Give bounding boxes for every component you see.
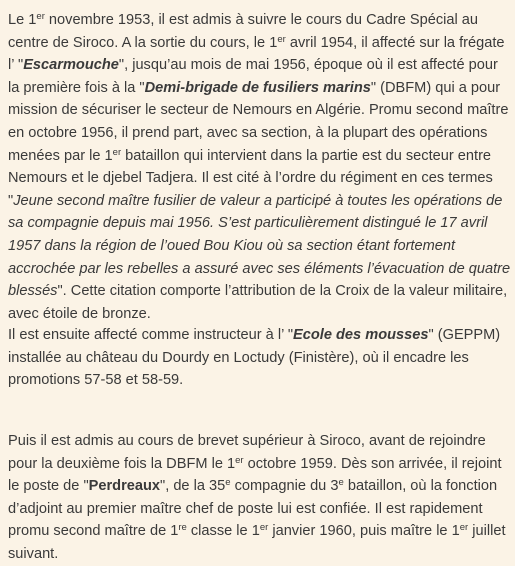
ordinal-superscript: e [338,477,344,489]
text-run: bataillon, où la fonction d’adjoint au premier maître chef de poste lui est confiée. Il est rapidement promu second maître de 1 [8,478,498,540]
text-run: " (DBFM) qui a pour mission de sécuriser le secteur de Nemours en Algérie. Promu second maître en octobre 1956, il prend part, avec sa section, à la plupart des opérations menées par le 1 [8,79,509,164]
ordinal-superscript: er [235,454,244,466]
text-run: juillet suivant. [8,523,506,562]
paragraph-escarmouche-dbfm [8,9,512,325]
text-run: ". Cette citation comporte l’attribution de la Croix de la valeur militaire, avec étoile de bronze. [8,283,508,322]
text-run: ", jusqu’au mois de mai 1956, époque où il est affecté pour la première fois à la " [8,57,498,96]
text-run: avril 1954, il affecté sur la frégate l’ " [8,34,505,74]
ordinal-superscript: er [36,11,45,22]
text-run: Il est ensuite affecté comme instructeur à l’ " [8,327,294,343]
text-run: classe le 1 [186,523,260,540]
ordinal-superscript: er [259,522,269,534]
bold-name: Perdreaux [88,478,161,495]
ordinal-superscript: er [112,146,122,158]
text-run: Puis il est admis au cours de brevet supérieur à Siroco, avant de rejoindre pour la deuxième fois la DBFM le 1 [8,433,486,472]
ordinal-superscript: e [225,477,231,489]
paragraph-perdreaux [8,430,512,566]
text-run: janvier 1960, puis maître le 1 [268,523,460,540]
text-run: novembre 1953, il est admis à suivre le cours du Cadre Spécial au centre de Siroco. A la sortie du cours, le 1 [8,12,479,51]
ordinal-superscript: er [459,522,469,534]
emphasized-name: Escarmouche [23,57,119,74]
emphasized-name: Demi-brigade de fusiliers marins [144,79,371,96]
citation-text: Jeune second maître fusilier de valeur a participé à toutes les opérations de sa compagnie depuis mai 1956. S’est particulièrement distingué le 17 avril 1957 dans la région de l’oued Bou Kiou où sa section étant fortement accrochée par les rebelles a assuré avec ses éléments l’évacuation de quatre blessés [8,192,511,300]
text-run: bataillon qui intervient dans la partie est du secteur entre Nemours et le djebel Tadjera. Il est cité à l’ordre du régiment en ces termes " [8,147,493,209]
ordinal-superscript: re [178,522,187,534]
emphasized-name: Ecole des mousses [293,327,429,343]
text-run: ", de la 35 [160,478,226,495]
ordinal-superscript: er [277,33,286,45]
text-run: Le 1 [8,12,37,28]
paragraph-ecole-des-mousses [8,324,512,392]
text-run: octobre 1959. Dès son arrivée, il rejoint le poste de " [8,455,502,495]
text-run: " (GEPPM) installée au château du Dourdy en Loctudy (Finistère), où il encadre les promotions 57-58 et 58-59. [8,327,501,389]
text-run: compagnie du 3 [230,478,339,495]
